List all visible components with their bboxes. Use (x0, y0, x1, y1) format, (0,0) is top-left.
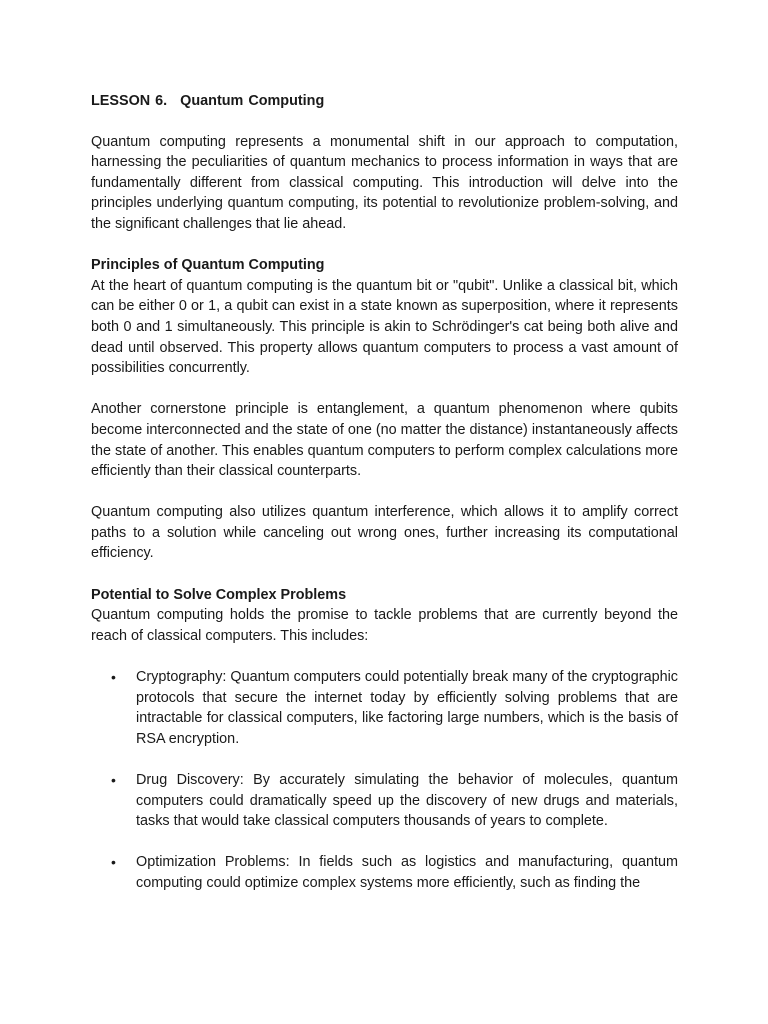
list-item-text: Optimization Problems: In fields such as logistics and manufacturing, quantum computing could optimize complex systems more efficiently, such as finding the (136, 854, 678, 891)
lesson-title (91, 91, 678, 112)
paragraph-potential-intro: Quantum computing holds the promise to tackle problems that are currently beyond the reach of classical computers. This includes: (91, 607, 678, 644)
list-item (91, 667, 678, 749)
list-item (91, 770, 678, 832)
list-item-text: Cryptography: Quantum computers could potentially break many of the cryptographic protocols that secure the internet today by efficiently solving problems that are intractable for classical computers, like factoring large numbers, which is the basis of RSA encryption. (136, 669, 678, 747)
paragraph-qubit: At the heart of quantum computing is the quantum bit or "qubit". Unlike a classical bit, which can be either 0 or 1, a qubit can exist in a state known as superposition, where it represents both 0 and 1 simultaneously. This principle is akin to Schrödinger's cat being both alive and dead until observed. This property allows quantum computers to process a vast amount of possibilities concurrently. (91, 277, 678, 377)
paragraph-interference: Quantum computing also utilizes quantum interference, which allows it to amplify correct paths to a solution while canceling out wrong ones, further increasing its computational efficiency. (91, 504, 678, 562)
bullet-icon: • (111, 854, 116, 871)
lesson-name: Quantum Computing (180, 93, 325, 109)
applications-list (91, 667, 678, 894)
lesson-label: LESSON 6. (91, 93, 168, 109)
section-heading-principles: Principles of Quantum Computing (91, 257, 325, 274)
paragraph-entanglement: Another cornerstone principle is entanglement, a quantum phenomenon where qubits become interconnected and the state of one (no matter the distance) instantaneously affects the state of another. This enables quantum computers to perform complex calculations more efficiently than their classical counterparts. (91, 401, 678, 480)
bullet-icon: • (111, 669, 116, 686)
intro-paragraph: Quantum computing represents a monumental shift in our approach to computation, harnessing the peculiarities of quantum mechanics to process information in ways that are fundamentally different from classical computing. This introduction will delve into the principles underlying quantum computing, its potential to revolutionize problem-solving, and the significant challenges that lie ahead. (91, 133, 678, 232)
bullet-icon: • (111, 772, 116, 788)
list-item (91, 852, 678, 893)
list-item-text: Drug Discovery: By accurately simulating the behavior of molecules, quantum computers could dramatically speed up the discovery of new drugs and materials, tasks that would take classical computers thousands of years to complete. (136, 772, 678, 830)
section-heading-potential: Potential to Solve Complex Problems (91, 586, 347, 603)
